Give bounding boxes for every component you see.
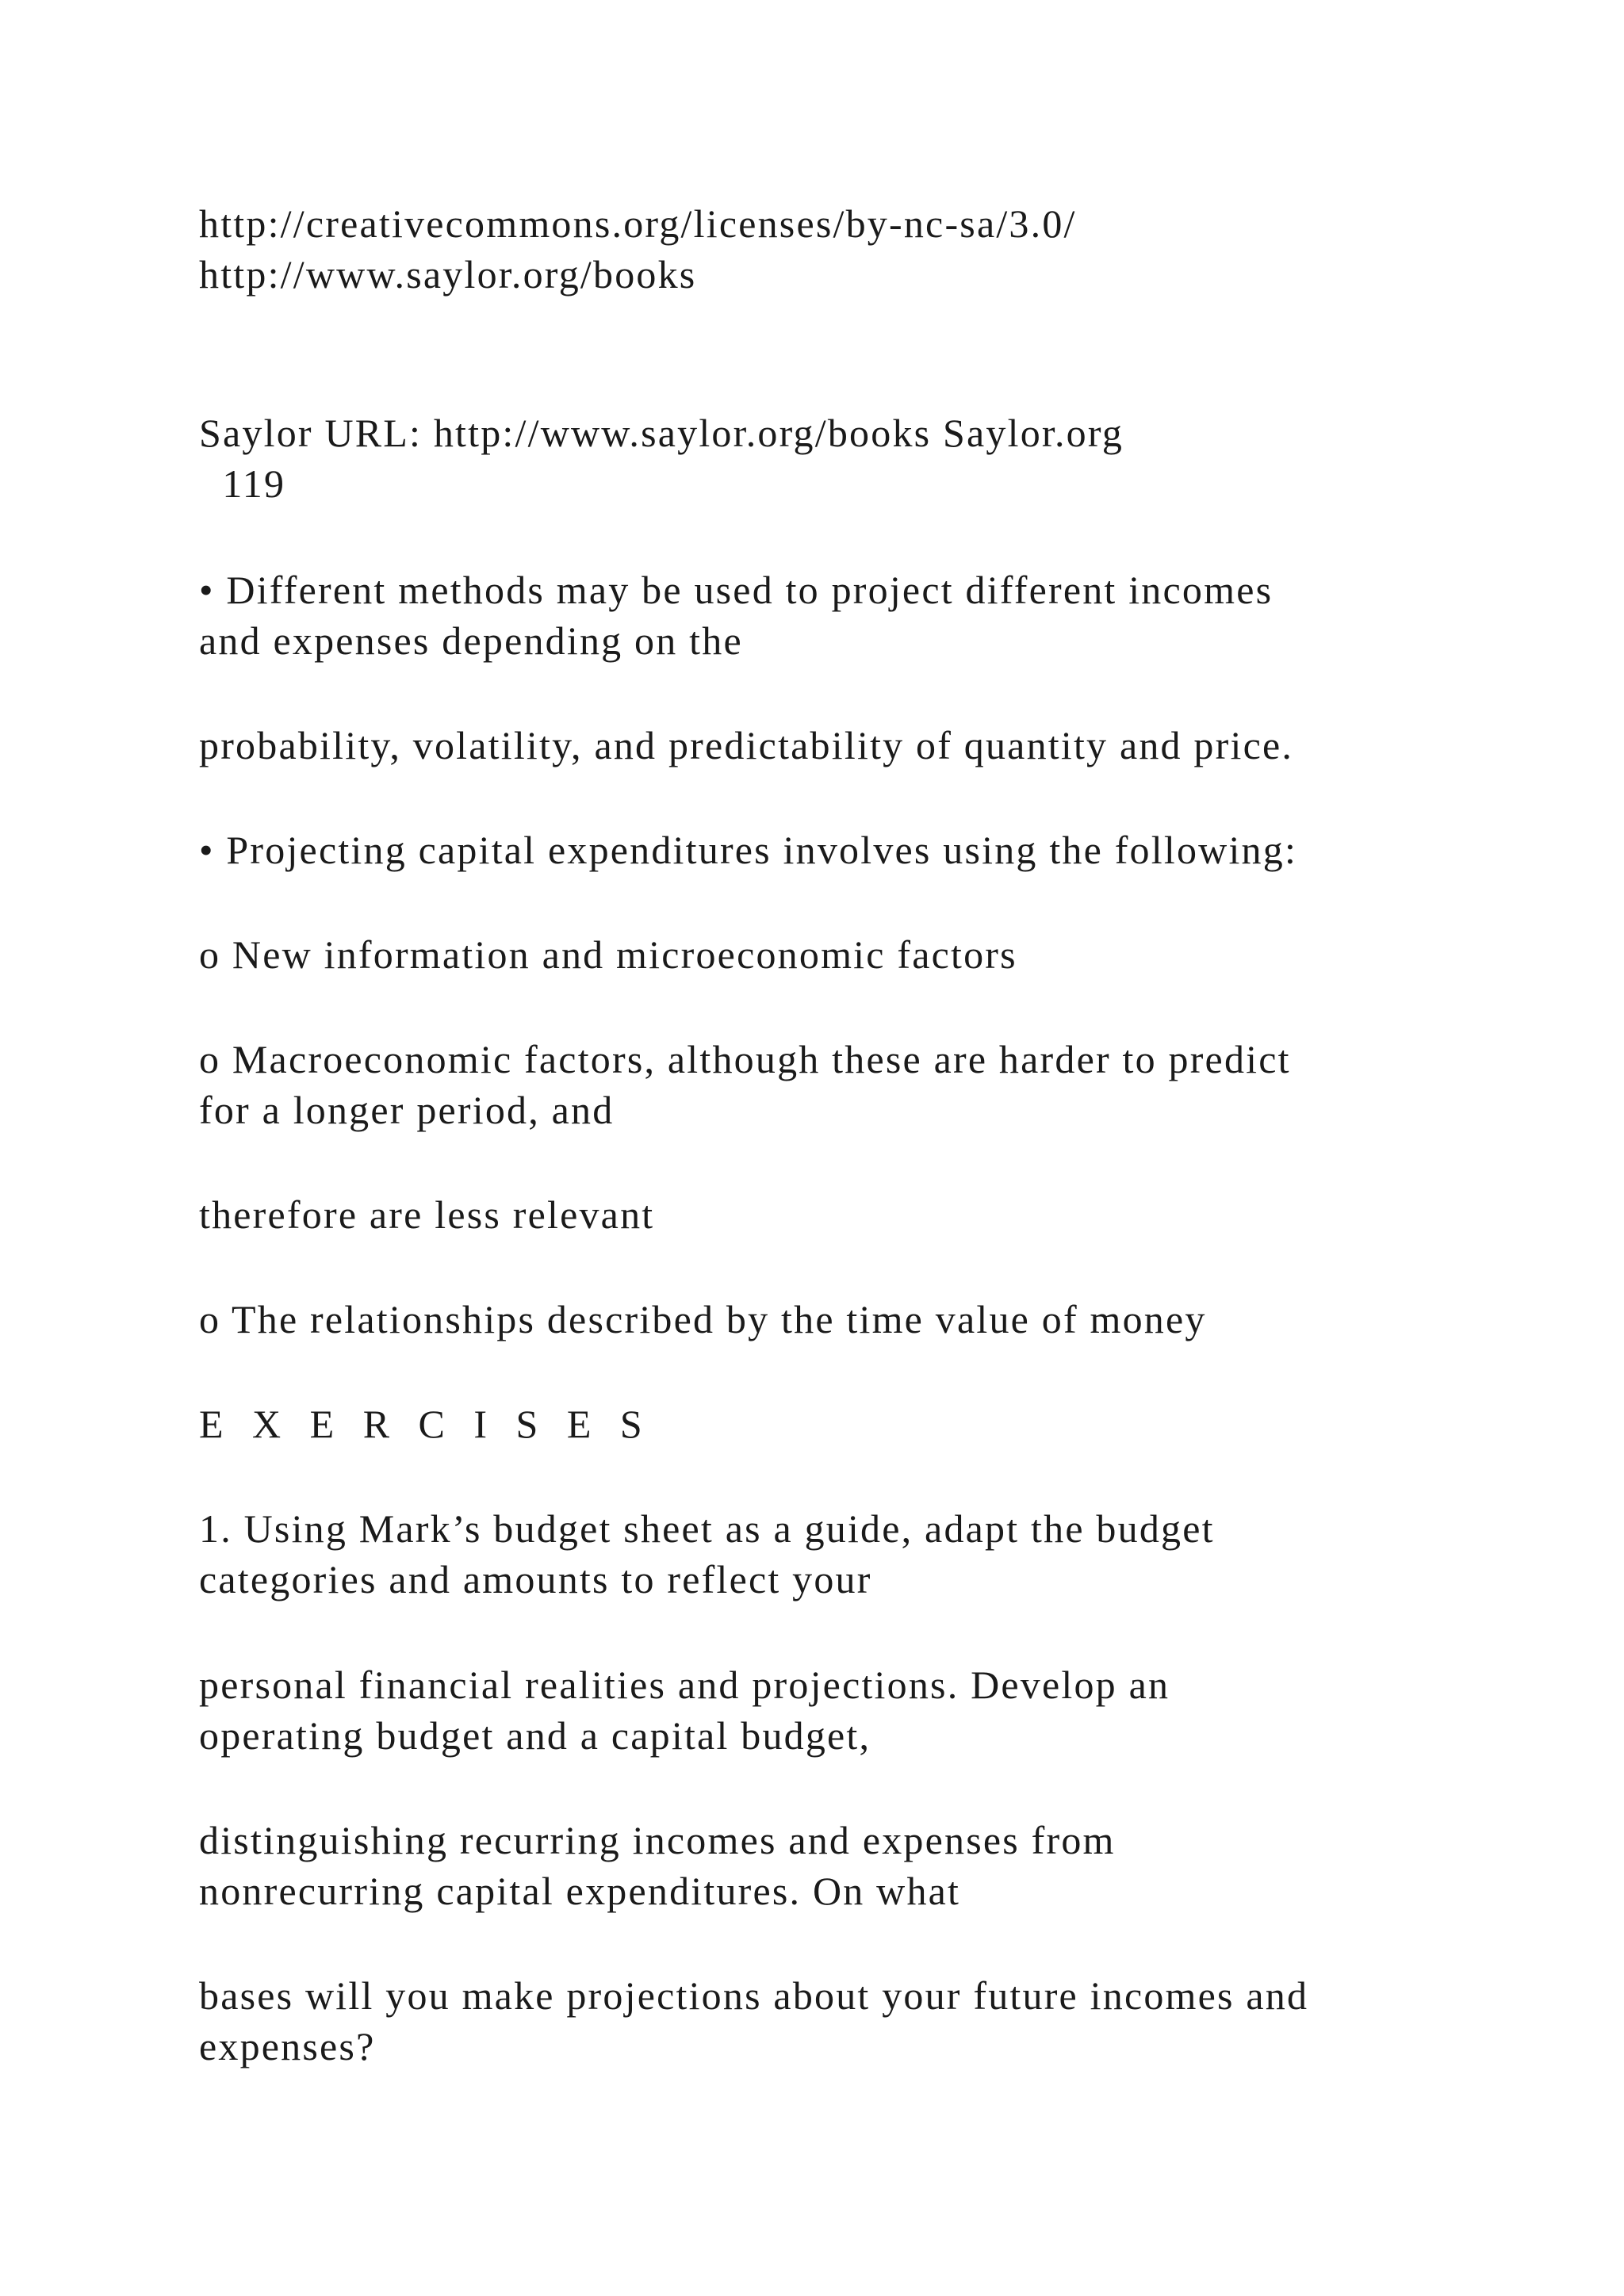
sub-bullet-macroeconomic: o Macroeconomic factors, although these are harder to predict [199, 1037, 1291, 1081]
exercise-1-line-5: distinguishing recurring incomes and expenses from [199, 1818, 1116, 1862]
exercise-1-line-8: expenses? [199, 2024, 376, 2068]
saylor-url-footer: Saylor URL: http://www.saylor.org/books Saylor.org [199, 411, 1124, 455]
sub-bullet-new-information: o New information and microeconomic factors [199, 932, 1017, 977]
paragraph-probability: probability, volatility, and predictability of quantity and price. [199, 723, 1294, 767]
exercises-heading: E X E R C I S E S [199, 1402, 652, 1446]
exercise-1-line-4: operating budget and a capital budget, [199, 1713, 871, 1758]
books-url-line: http://www.saylor.org/books [199, 252, 697, 297]
bullet-capital-expenditures: • Projecting capital expenditures involves using the following: [199, 828, 1298, 872]
license-url-line: http://creativecommons.org/licenses/by-nc-sa/3.0/ [199, 201, 1077, 246]
sub-bullet-time-value: o The relationships described by the time value of money [199, 1297, 1207, 1341]
paragraph-less-relevant: therefore are less relevant [199, 1192, 655, 1237]
exercise-1-line-2: categories and amounts to reflect your [199, 1557, 872, 1601]
bullet-different-methods: • Different methods may be used to project different incomes [199, 568, 1274, 612]
page-number: 119 [199, 461, 286, 506]
exercise-1-line-3: personal financial realities and projections. Develop an [199, 1663, 1170, 1707]
exercise-1-line-6: nonrecurring capital expenditures. On what [199, 1869, 961, 1913]
exercise-1-line-1: 1. Using Mark’s budget sheet as a guide, adapt the budget [199, 1506, 1215, 1551]
bullet-different-methods-cont: and expenses depending on the [199, 618, 743, 663]
exercise-1-line-7: bases will you make projections about your future incomes and [199, 1973, 1309, 2018]
sub-bullet-macroeconomic-cont: for a longer period, and [199, 1088, 615, 1132]
